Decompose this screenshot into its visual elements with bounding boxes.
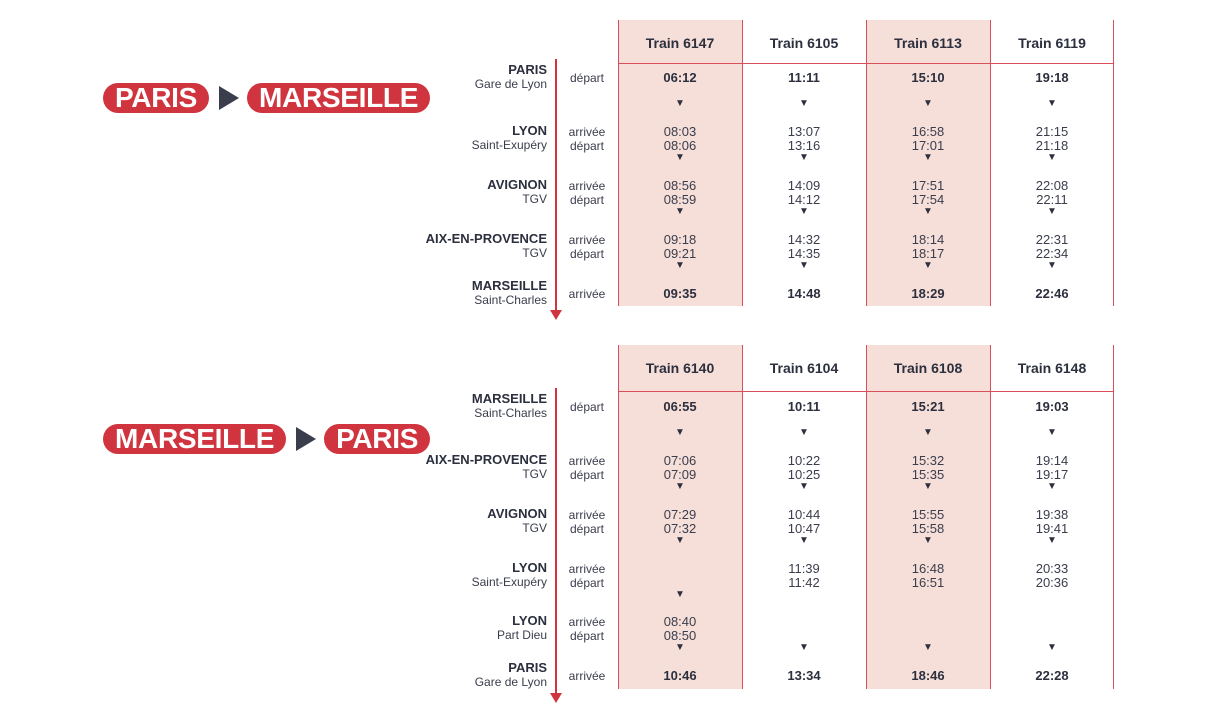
route1-time-cell: 09:18 [663,232,697,247]
route2-direction-arrow-icon [296,427,316,451]
route2-from-badge: MARSEILLE [103,424,286,454]
route2-down-arrow-icon: ▼ [923,427,933,438]
route1-time-cell: 22:11 [1036,192,1068,207]
route2-time-cell: 10:44 [787,507,821,522]
route1-time-cell: 22:31 [1035,232,1069,247]
route2-time-cell: 07:09 [663,467,697,482]
route1-down-arrow-icon: ▼ [799,260,809,271]
route1-down-arrow-icon: ▼ [675,206,685,217]
route2-route-axis-arrow-icon [550,693,562,703]
route2-time-cell: 06:55 [663,399,697,414]
route1-stop-type-label: départ [569,193,605,207]
route1-route-axis-arrow-icon [550,310,562,320]
route1-time-cell: 06:12 [663,70,697,85]
route2-time-cell: 11:39 [788,561,820,576]
route2-station-name: PARIS [508,660,547,675]
route2-stop-type-label: départ [569,468,605,482]
route2-time-cell: 10:46 [663,668,697,683]
route2-down-arrow-icon: ▼ [675,535,685,546]
route1-time-cell: 21:15 [1035,124,1069,139]
route2-train-header: Train 6148 [1017,360,1087,376]
route2-route-axis [555,388,557,693]
route1-time-cell: 19:18 [1035,70,1069,85]
route1-time-cell: 14:09 [787,178,821,193]
route1-station-subname: TGV [522,246,547,260]
route2-time-cell: 16:51 [911,575,945,590]
route1-stop-type-label: départ [569,247,605,261]
route2-down-arrow-icon: ▼ [923,535,933,546]
route2-station-name: MARSEILLE [471,391,547,406]
route1-stop-type-label: arrivée [568,179,606,193]
route2-stop-type-label: arrivée [568,562,606,576]
route1-time-cell: 22:08 [1035,178,1069,193]
route1-time-cell: 11:11 [788,70,820,85]
route1-to-badge: MARSEILLE [247,83,430,113]
route2-down-arrow-icon: ▼ [923,481,933,492]
route2-time-cell: 19:17 [1035,467,1069,482]
route1-time-cell: 08:56 [663,178,697,193]
route2-station-subname: TGV [522,521,547,535]
route1-stop-type-label: départ [569,71,605,85]
route1-time-cell: 17:01 [911,138,945,153]
route1-from-badge: PARIS [103,83,209,113]
route2-time-cell: 07:29 [663,507,697,522]
route2-time-cell: 10:22 [787,453,821,468]
route1-down-arrow-icon: ▼ [675,260,685,271]
route1-down-arrow-icon: ▼ [1047,260,1057,271]
route1-station-name: LYON [512,123,547,138]
route1-down-arrow-icon: ▼ [1047,152,1057,163]
route1-down-arrow-icon: ▼ [923,206,933,217]
route1-station-subname: Saint-Charles [474,293,547,307]
route2-stop-type-label: départ [569,629,605,643]
route2-station-name: AIX-EN-PROVENCE [425,452,547,467]
route2-header-rule [618,391,1113,392]
route1-time-cell: 08:03 [663,124,697,139]
route2-time-cell: 15:55 [911,507,945,522]
route2-down-arrow-icon: ▼ [1047,481,1057,492]
route2-stop-type-label: départ [569,576,605,590]
route1-time-cell: 17:54 [911,192,945,207]
route1-train-header: Train 6147 [645,35,715,51]
route2-time-cell: 10:11 [787,399,821,414]
route2-down-arrow-icon: ▼ [675,642,685,653]
route2-time-cell: 19:41 [1035,521,1069,536]
route2-down-arrow-icon: ▼ [799,481,809,492]
route1-down-arrow-icon: ▼ [675,98,685,109]
route1-time-cell: 13:07 [787,124,821,139]
route1-station-subname: TGV [522,192,547,206]
route1-station-subname: Gare de Lyon [474,77,547,91]
route1-time-cell: 08:59 [663,192,697,207]
route2-station-subname: TGV [522,467,547,481]
route2-stop-type-label: arrivée [568,508,606,522]
route2-down-arrow-icon: ▼ [799,427,809,438]
route2-down-arrow-icon: ▼ [923,642,933,653]
route1-station-name: AVIGNON [487,177,547,192]
route2-time-cell: 13:34 [787,668,821,683]
route1-down-arrow-icon: ▼ [1047,206,1057,217]
route2-time-cell: 15:32 [911,453,945,468]
route1-time-cell: 17:51 [911,178,945,193]
route2-time-cell: 20:33 [1035,561,1069,576]
route2-train-header: Train 6140 [645,360,715,376]
route1-stop-type-label: arrivée [568,233,606,247]
route2-time-cell: 08:40 [663,614,697,629]
route2-stop-type-label: arrivée [568,454,606,468]
route2-down-arrow-icon: ▼ [1047,427,1057,438]
route2-time-cell: 20:36 [1035,575,1069,590]
route1-time-cell: 08:06 [663,138,697,153]
route1-time-cell: 14:32 [787,232,821,247]
route2-down-arrow-icon: ▼ [1047,535,1057,546]
route1-time-cell: 09:35 [663,286,697,301]
route2-down-arrow-icon: ▼ [675,589,685,600]
route2-train-header: Train 6108 [893,360,963,376]
route2-down-arrow-icon: ▼ [799,535,809,546]
route1-time-cell: 18:14 [911,232,945,247]
route1-station-name: AIX-EN-PROVENCE [425,231,547,246]
route2-down-arrow-icon: ▼ [675,427,685,438]
route1-station-name: PARIS [508,62,547,77]
route2-station-subname: Gare de Lyon [474,675,547,689]
route2-down-arrow-icon: ▼ [675,481,685,492]
route2-time-cell: 10:25 [787,467,821,482]
route1-down-arrow-icon: ▼ [799,98,809,109]
route1-time-cell: 09:21 [663,246,697,261]
route2-station-name: LYON [512,560,547,575]
route2-station-subname: Saint-Charles [474,406,547,420]
route2-stop-type-label: arrivée [568,615,606,629]
route2-time-cell: 08:50 [663,628,697,643]
route2-stop-type-label: départ [569,400,605,414]
route1-train-header: Train 6105 [769,35,839,51]
route1-time-cell: 14:35 [787,246,821,261]
route1-down-arrow-icon: ▼ [1047,98,1057,109]
route2-time-cell: 15:35 [911,467,945,482]
route1-direction-arrow-icon [219,86,239,110]
route2-train-header: Train 6104 [769,360,839,376]
route2-to-badge: PARIS [324,424,430,454]
route2-time-cell: 19:14 [1035,453,1069,468]
route2-time-cell: 18:46 [911,668,945,683]
route2-time-cell: 19:03 [1035,399,1069,414]
route1-time-cell: 18:17 [911,246,945,261]
route1-train-header: Train 6113 [894,35,962,51]
route2-time-cell: 22:28 [1035,668,1069,683]
route1-down-arrow-icon: ▼ [923,98,933,109]
route1-time-cell: 15:10 [911,70,945,85]
route1-time-cell: 13:16 [787,138,821,153]
route1-header-rule [618,63,1113,64]
route1-down-arrow-icon: ▼ [675,152,685,163]
route1-stop-type-label: départ [569,139,605,153]
route1-time-cell: 14:12 [787,192,821,207]
route2-title [103,424,430,454]
route1-stop-type-label: arrivée [568,125,606,139]
route2-time-cell: 19:38 [1035,507,1069,522]
route1-down-arrow-icon: ▼ [799,206,809,217]
route1-down-arrow-icon: ▼ [923,260,933,271]
route2-time-cell: 07:06 [663,453,697,468]
route2-time-cell: 07:32 [663,521,697,536]
route2-stop-type-label: arrivée [568,669,606,683]
route1-station-name: MARSEILLE [471,278,547,293]
route2-station-subname: Saint-Exupéry [471,575,547,589]
route2-station-name: AVIGNON [487,506,547,521]
route2-station-name: LYON [512,613,547,628]
route1-time-cell: 16:58 [911,124,945,139]
route1-time-cell: 22:46 [1035,286,1069,301]
route1-time-cell: 14:48 [787,286,821,301]
route1-train-header: Train 6119 [1018,35,1086,51]
route2-time-cell: 16:48 [911,561,945,576]
route1-time-cell: 18:29 [911,286,945,301]
route1-down-arrow-icon: ▼ [799,152,809,163]
route1-time-cell: 21:18 [1035,138,1069,153]
route1-stop-type-label: arrivée [568,287,606,301]
route2-time-cell: 11:42 [788,575,820,590]
route2-time-cell: 10:47 [787,521,821,536]
route2-time-cell: 15:58 [911,521,945,536]
route2-down-arrow-icon: ▼ [1047,642,1057,653]
route2-stop-type-label: départ [569,522,605,536]
route2-down-arrow-icon: ▼ [799,642,809,653]
route2-time-cell: 15:21 [911,399,945,414]
route1-station-subname: Saint-Exupéry [471,138,547,152]
route1-time-cell: 22:34 [1035,246,1069,261]
route1-down-arrow-icon: ▼ [923,152,933,163]
route2-station-subname: Part Dieu [496,628,547,642]
